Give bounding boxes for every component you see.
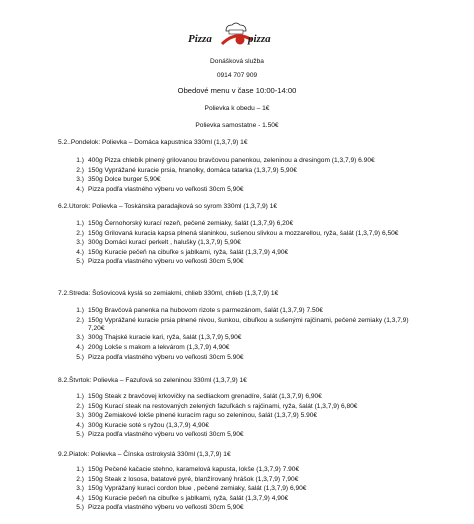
svg-text:pizza: pizza: [248, 33, 271, 45]
list-item: 3.) 300g Domáci kurací perkelt , halušky (1,3,7,9) 5,90€: [76, 239, 241, 247]
monday-items: [58, 157, 418, 195]
friday-items: [58, 466, 418, 514]
list-item: 1.) 150g Pečené kačacie stehno, karamelová kapusta, lokše (1,3,7,9) 7.90€: [76, 466, 300, 473]
list-item: 1.) 150g Černohorský kurací rezeň, pečené zemiaky, šalát (1,3,7,9) 6,20€: [76, 220, 294, 227]
list-item: 1.) 150g Steak z bravčovej krkovičky na sedliackom grenadíre, šalát (1,3,7,9) 6,90€: [76, 393, 322, 400]
tuesday-items: [58, 220, 418, 268]
list-item: 2.) 150g Vyprážané kuracie prsia plnené nivou, šunkou, cibuľkou a sušenými rajčinami, pečené zemiaky (1,3,7,9) 7,20€: [76, 316, 409, 332]
list-item: 5.) Pizza podľa vlastného výberu vo veľkosti 30cm 5,90€: [76, 504, 244, 512]
menu-time: Obedové menu v čase 10:00-14:00: [177, 86, 297, 95]
list-item: 3.) 300g Thajské kuracie kari, ryža, šalát (1,3,7,9) 5,90€: [76, 334, 242, 342]
list-item: 2.) 150g Steak z lososa, batatové pyré, blanžírovaný hrášok (1,3,7,9) 7,90€: [76, 475, 299, 483]
list-item: 4.) 150g Kuracie pečeň na cibuľke s jablkami, ryža, šalát (1,3,7,9) 4,90€: [76, 494, 289, 502]
day-heading-tuesday: 6.2.Utorok: Polievka – Toskánska paradajková so syrom 330ml (1,3,7,9) 1€: [58, 203, 278, 210]
day-heading-monday: 5.2..Pondelok: Polievka – Domáca kapustnica 330ml (1,3,7,9) 1€: [58, 139, 248, 146]
list-item: 4.) Pizza podľa vlastného výberu vo veľkosti 30cm 5,90€: [76, 185, 244, 193]
phone-number: 0914 707 909: [216, 72, 258, 79]
list-item: 5.) Pizza podľa vlastného výberu vo veľkosti 30cm 5.90€: [76, 353, 244, 361]
list-item: 4.) 200g Lokše s makom a lekvárom (1,3,7,9) 4,90€: [76, 343, 230, 351]
list-item: 4.) 300g Kuracie soté s ryžou (1,3,7,9) 4,90€: [76, 421, 209, 429]
list-item: 5.) Pizza podľa vlastného výberu vo veľkosti 30cm 5,90€: [76, 258, 244, 266]
day-heading-thursday: 8.2.Štvrtok: Polievka – Fazuľová so zeleninou 330ml (1,3,7,9) 1€: [58, 377, 247, 384]
list-item: 3.) 150g Vyprážaný kurací cordon blue , pečené zemiaky, šalát (1,3,7,9) 6,90€: [76, 485, 307, 493]
svg-text:Pizza: Pizza: [188, 33, 212, 45]
wednesday-items: [58, 307, 418, 363]
soup-lunch-price: Polievka k obedu – 1€: [204, 105, 270, 112]
day-heading-friday: 9.2.Piatok: Polievka – Čínska ostrokyslá 330ml (1,3,7,9) 1€: [58, 451, 231, 458]
list-item: 3.) 300g Zemiakové lokše plnené kuracím ragu so zeleninou, šalát (1,3,7,9) 5.90€: [76, 412, 318, 420]
list-item: 4.) 150g Kuracie pečeň na cibuľke s jablkami, ryža, šalát (1,3,7,9) 4,90€: [76, 248, 289, 256]
soup-alone-price: Polievka samostatne - 1.50€: [195, 122, 279, 129]
thursday-items: [58, 393, 418, 441]
list-item: 2.) 150g Grilovaná kuracia kapsa plnená slaninkou, sušenou slivkou a mozzarellou, ryža, šalát (1,3,7,9) 6,50€: [76, 229, 399, 237]
list-item: 1.) 400g Pizza chlebík plnený grilovanou bravčovou panenkou, zeleninou a dresingom (1,3,7,9) 6.90€: [76, 157, 375, 164]
list-item: 3.) 350g Dolce burger 5,90€: [76, 176, 161, 184]
delivery-service: Donášková služba: [210, 58, 264, 65]
pizza-opizza-logo: [186, 22, 296, 48]
day-heading-wednesday: 7.2.Streda: Šošovicová kyslá so zemiakmi, chlieb 330ml, chlieb (1,3,7,9) 1€: [58, 290, 279, 297]
list-item: 1.) 150g Bravčová panenka na hubovom rizote s parmezánom, šalát (1,3,7,9) 7.50€: [76, 307, 323, 314]
list-item: 2.) 150g Kurací steak na restovaných zelených fazuľkách s rajčinami, ryža, šalát (1,3,7,9) 6,80€: [76, 402, 358, 410]
list-item: 5.) Pizza podľa vlastného výberu vo veľkosti 30cm 5,90€: [76, 431, 244, 439]
list-item: 2.) 150g Vyprážané kuracie prsia, hranolky, domáca tatarka (1,3,7,9) 5,90€: [76, 166, 297, 174]
